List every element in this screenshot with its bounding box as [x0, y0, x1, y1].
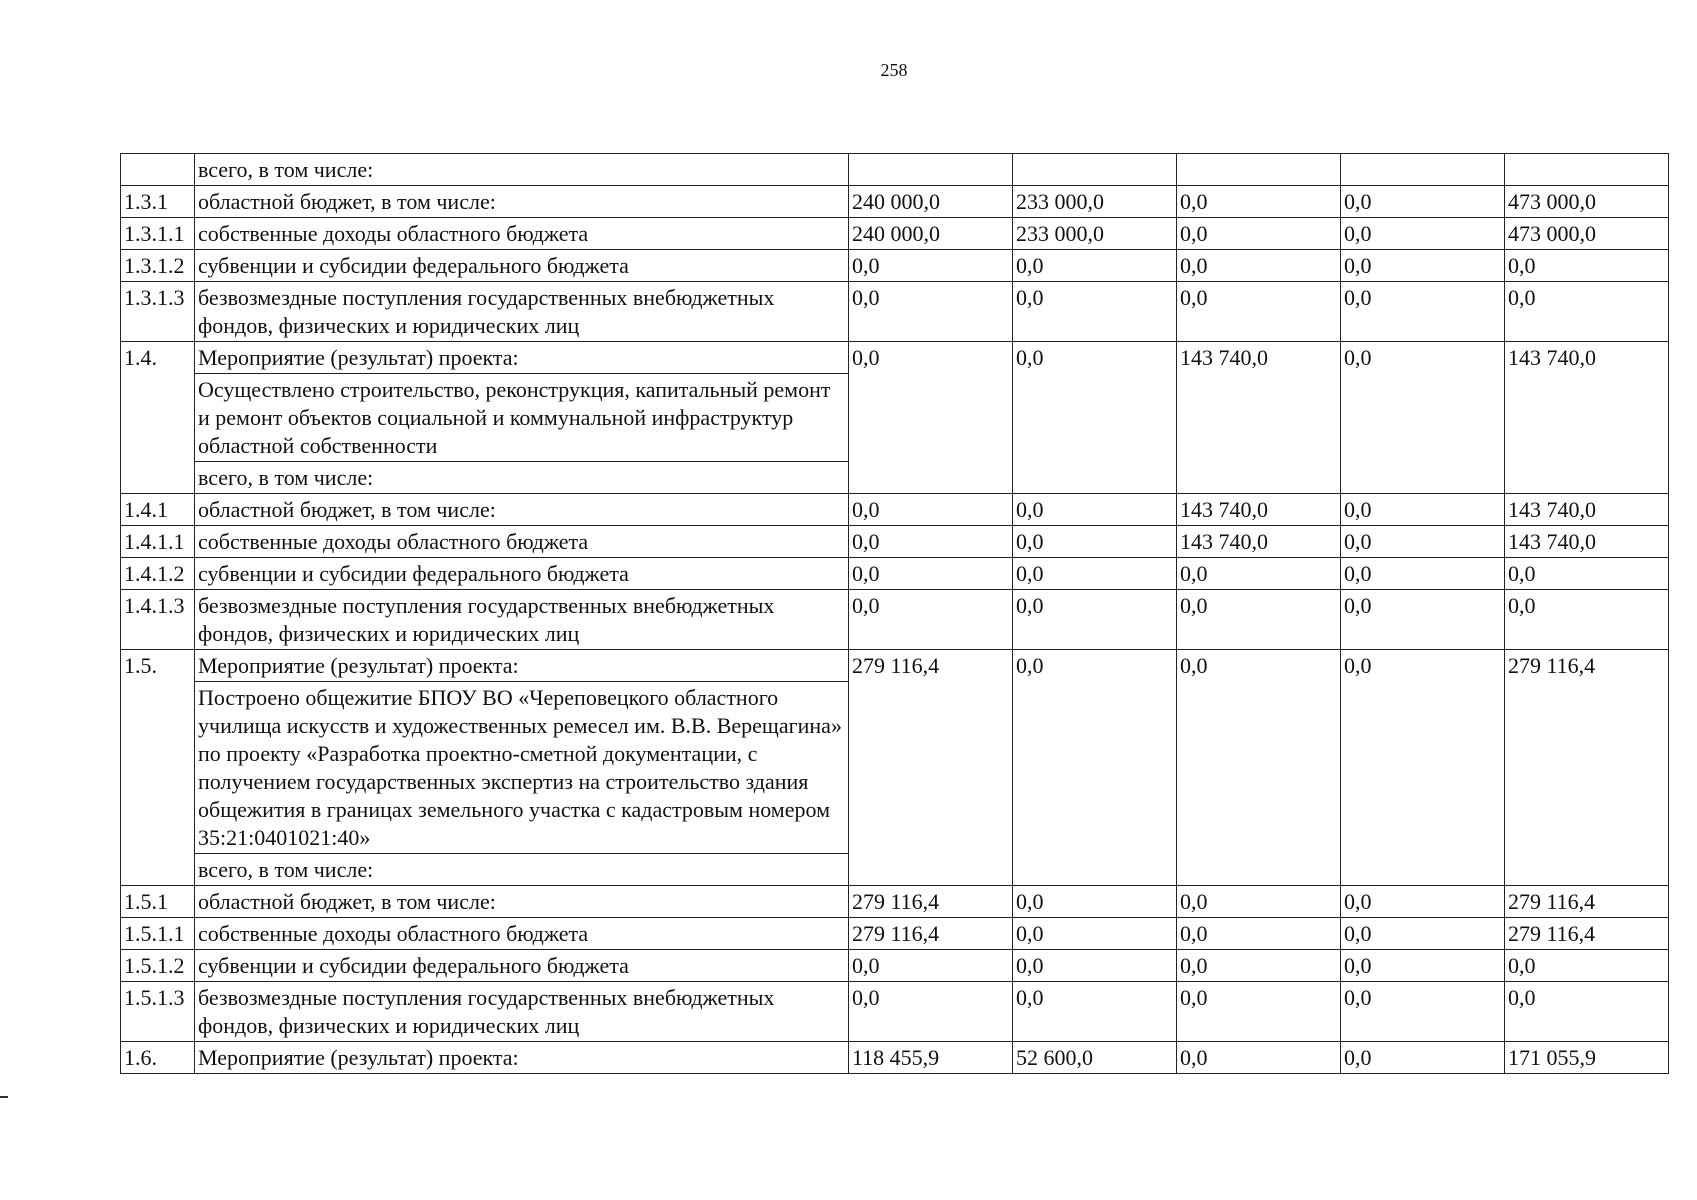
value-cell: 0,0	[1505, 250, 1669, 282]
value-cell: 0,0	[849, 982, 1013, 1042]
value-cell: 0,0	[1341, 650, 1505, 886]
value-cell: 473 000,0	[1505, 218, 1669, 250]
value-cell	[849, 154, 1013, 186]
value-cell	[1177, 154, 1341, 186]
value-cell: 240 000,0	[849, 186, 1013, 218]
budget-table	[120, 153, 1669, 1074]
value-cell	[1341, 154, 1505, 186]
value-cell: 0,0	[1341, 918, 1505, 950]
table-row	[121, 1042, 1669, 1074]
value-cell: 0,0	[1013, 950, 1177, 982]
value-cell: 0,0	[1177, 886, 1341, 918]
row-name: субвенции и субсидии федерального бюджета	[195, 558, 849, 590]
value-cell: 0,0	[1505, 590, 1669, 650]
value-cell: 143 740,0	[1177, 526, 1341, 558]
row-name: Мероприятие (результат) проекта:	[195, 342, 849, 374]
row-code: 1.3.1.3	[121, 282, 195, 342]
value-cell: 0,0	[849, 590, 1013, 650]
row-name: Мероприятие (результат) проекта:	[195, 650, 849, 682]
value-cell: 0,0	[1177, 558, 1341, 590]
value-cell: 233 000,0	[1013, 186, 1177, 218]
table-row	[121, 650, 1669, 682]
value-cell: 0,0	[1505, 282, 1669, 342]
row-name: всего, в том числе:	[195, 154, 849, 186]
value-cell: 279 116,4	[1505, 886, 1669, 918]
row-name: областной бюджет, в том числе:	[195, 494, 849, 526]
value-cell: 0,0	[1341, 590, 1505, 650]
value-cell: 0,0	[1177, 250, 1341, 282]
value-cell: 0,0	[1341, 218, 1505, 250]
row-name: безвозмездные поступления государственных внебюджетных фондов, физических и юридических лиц	[195, 282, 849, 342]
row-code: 1.4.1.1	[121, 526, 195, 558]
value-cell: 240 000,0	[849, 218, 1013, 250]
table-row	[121, 526, 1669, 558]
value-cell: 0,0	[1341, 886, 1505, 918]
value-cell: 0,0	[1013, 590, 1177, 650]
value-cell: 118 455,9	[849, 1042, 1013, 1074]
value-cell: 0,0	[849, 950, 1013, 982]
value-cell: 0,0	[1505, 982, 1669, 1042]
value-cell: 143 740,0	[1177, 342, 1341, 494]
value-cell: 0,0	[1505, 558, 1669, 590]
row-name: собственные доходы областного бюджета	[195, 918, 849, 950]
value-cell: 0,0	[1177, 590, 1341, 650]
value-cell	[1505, 154, 1669, 186]
value-cell: 143 740,0	[1505, 494, 1669, 526]
table-row	[121, 558, 1669, 590]
table-row	[121, 342, 1669, 374]
row-code: 1.4.	[121, 342, 195, 494]
row-code: 1.6.	[121, 1042, 195, 1074]
page-number: 258	[880, 60, 908, 80]
table-row	[121, 918, 1669, 950]
value-cell: 0,0	[1177, 650, 1341, 886]
total-label: всего, в том числе:	[195, 462, 849, 494]
table-row	[121, 186, 1669, 218]
row-code: 1.3.1.1	[121, 218, 195, 250]
row-name: областной бюджет, в том числе:	[195, 886, 849, 918]
value-cell: 143 740,0	[1505, 526, 1669, 558]
value-cell: 0,0	[1341, 494, 1505, 526]
value-cell: 0,0	[1341, 1042, 1505, 1074]
value-cell: 279 116,4	[849, 918, 1013, 950]
value-cell: 0,0	[1177, 982, 1341, 1042]
table-row	[121, 982, 1669, 1042]
value-cell: 0,0	[1177, 950, 1341, 982]
value-cell: 279 116,4	[1505, 918, 1669, 950]
value-cell: 0,0	[1341, 950, 1505, 982]
measure-description: Построено общежитие БПОУ ВО «Череповецкого областного училища искусств и художественных ремесел им. В.В. Верещагина» по проекту «Разработка проектно-сметной документации, с получением государственных экспертиз на строительство здания общежития в границах земельного участка с кадастровым номером 35:21:0401021:40»	[195, 682, 849, 854]
table-row	[121, 886, 1669, 918]
row-name: безвозмездные поступления государственных внебюджетных фондов, физических и юридических лиц	[195, 982, 849, 1042]
measure-description: Осуществлено строительство, реконструкция, капитальный ремонт и ремонт объектов социальной и коммунальной инфраструктур областной собственности	[195, 374, 849, 462]
value-cell: 0,0	[1505, 950, 1669, 982]
value-cell: 0,0	[1177, 1042, 1341, 1074]
value-cell: 279 116,4	[849, 650, 1013, 886]
value-cell: 0,0	[849, 558, 1013, 590]
value-cell: 233 000,0	[1013, 218, 1177, 250]
row-code: 1.4.1	[121, 494, 195, 526]
row-name: безвозмездные поступления государственных внебюджетных фондов, физических и юридических лиц	[195, 590, 849, 650]
value-cell: 0,0	[1013, 282, 1177, 342]
value-cell: 0,0	[849, 494, 1013, 526]
value-cell: 473 000,0	[1505, 186, 1669, 218]
value-cell: 0,0	[1177, 282, 1341, 342]
value-cell: 279 116,4	[849, 886, 1013, 918]
row-name: собственные доходы областного бюджета	[195, 526, 849, 558]
row-code: 1.5.1	[121, 886, 195, 918]
row-name: Мероприятие (результат) проекта:	[195, 1042, 849, 1074]
table-row	[121, 950, 1669, 982]
value-cell: 0,0	[849, 342, 1013, 494]
row-code: 1.5.1.3	[121, 982, 195, 1042]
row-code	[121, 154, 195, 186]
value-cell: 0,0	[1013, 250, 1177, 282]
row-code: 1.4.1.3	[121, 590, 195, 650]
table-row	[121, 282, 1669, 342]
table-row	[121, 218, 1669, 250]
row-code: 1.5.1.2	[121, 950, 195, 982]
table-row	[121, 154, 1669, 186]
row-code: 1.5.	[121, 650, 195, 886]
margin-mark	[0, 1096, 8, 1098]
value-cell: 143 740,0	[1505, 342, 1669, 494]
value-cell: 0,0	[1013, 650, 1177, 886]
value-cell: 0,0	[1177, 186, 1341, 218]
row-code: 1.3.1.2	[121, 250, 195, 282]
value-cell: 52 600,0	[1013, 1042, 1177, 1074]
value-cell: 0,0	[1013, 982, 1177, 1042]
value-cell: 0,0	[1013, 342, 1177, 494]
value-cell: 0,0	[1177, 918, 1341, 950]
value-cell: 0,0	[1013, 526, 1177, 558]
value-cell: 0,0	[1341, 186, 1505, 218]
value-cell: 0,0	[1177, 218, 1341, 250]
table-row	[121, 494, 1669, 526]
value-cell	[1013, 154, 1177, 186]
value-cell: 0,0	[1341, 982, 1505, 1042]
value-cell: 0,0	[849, 282, 1013, 342]
value-cell: 0,0	[1341, 526, 1505, 558]
value-cell: 0,0	[1013, 494, 1177, 526]
row-name: областной бюджет, в том числе:	[195, 186, 849, 218]
row-code: 1.4.1.2	[121, 558, 195, 590]
value-cell: 0,0	[1013, 558, 1177, 590]
value-cell: 0,0	[1013, 886, 1177, 918]
table-row	[121, 590, 1669, 650]
row-name: субвенции и субсидии федерального бюджета	[195, 950, 849, 982]
value-cell: 279 116,4	[1505, 650, 1669, 886]
value-cell: 0,0	[849, 250, 1013, 282]
value-cell: 0,0	[1341, 558, 1505, 590]
total-label: всего, в том числе:	[195, 854, 849, 886]
value-cell: 0,0	[1013, 918, 1177, 950]
row-code: 1.5.1.1	[121, 918, 195, 950]
value-cell: 0,0	[1341, 282, 1505, 342]
table-row	[121, 250, 1669, 282]
value-cell: 0,0	[849, 526, 1013, 558]
value-cell: 0,0	[1341, 342, 1505, 494]
row-name: собственные доходы областного бюджета	[195, 218, 849, 250]
row-code: 1.3.1	[121, 186, 195, 218]
value-cell: 171 055,9	[1505, 1042, 1669, 1074]
value-cell: 0,0	[1341, 250, 1505, 282]
value-cell: 143 740,0	[1177, 494, 1341, 526]
row-name: субвенции и субсидии федерального бюджета	[195, 250, 849, 282]
